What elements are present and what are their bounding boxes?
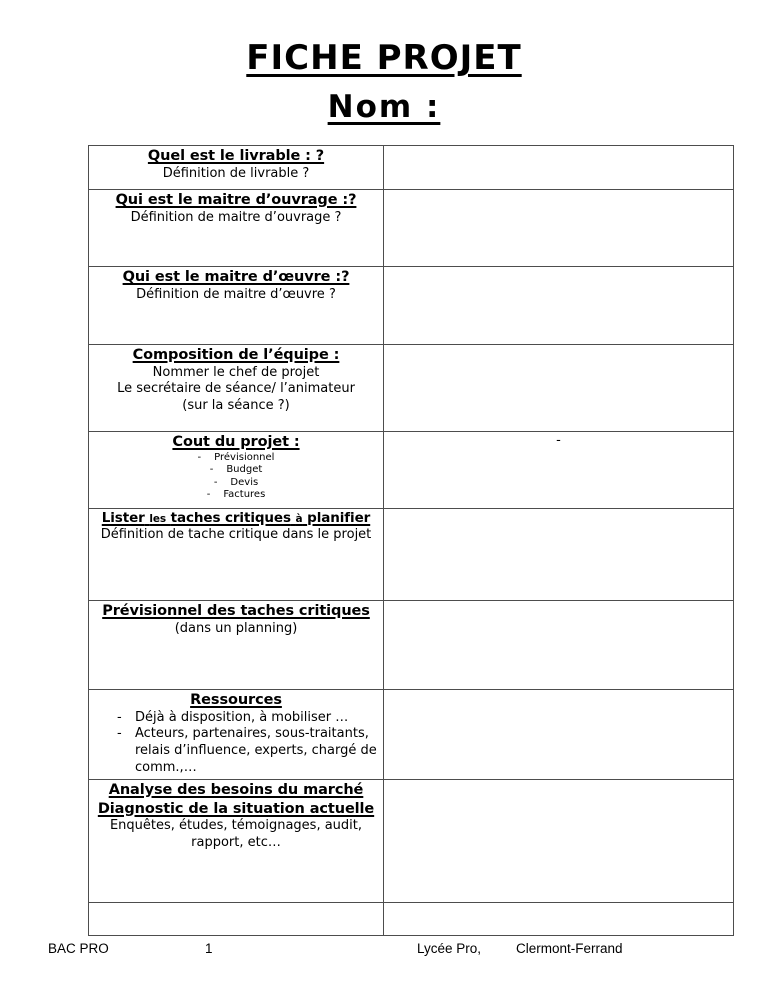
list-item-label: Prévisionnel: [214, 451, 275, 463]
cell-value: -: [556, 433, 561, 448]
row-title: Quel est le livrable : ?: [147, 148, 325, 164]
row-title: Composition de l’équipe :: [132, 347, 340, 363]
row-taches-critiques: [89, 509, 734, 601]
cell-maitre-oeuvre-label: [89, 267, 384, 345]
list-item: [91, 464, 381, 477]
row-analyse-besoins: [89, 780, 734, 903]
project-sheet-table: [88, 145, 734, 936]
cell-livrable-label: [89, 146, 384, 190]
dash-bullet: -: [206, 489, 211, 501]
list-item-label: Acteurs, partenaires, sous-traitants, relais d’influence, experts, chargé de comm.,…: [135, 726, 377, 776]
list-item: [91, 452, 381, 465]
page-subtitle-text: Nom :: [327, 89, 441, 125]
cell-ressources-value[interactable]: [384, 690, 734, 780]
row-maitre-ouvrage: [89, 190, 734, 267]
row-subtitle: Enquêtes, études, témoignages, audit, rapport, etc…: [109, 818, 363, 850]
cell-cout-label: [89, 432, 384, 509]
row-title: Analyse des besoins du marché: [108, 782, 364, 798]
row-line: (sur la séance ?): [182, 398, 290, 414]
title-part: Lister: [101, 510, 145, 526]
list-item-label: Factures: [223, 489, 266, 501]
cell-empty-label[interactable]: [89, 903, 384, 936]
cell-composition-label: [89, 345, 384, 432]
row-title: Qui est le maitre d’œuvre :?: [122, 269, 350, 285]
row-line: Nommer le chef de projet: [152, 364, 320, 380]
row-cout-projet: [89, 432, 734, 509]
cell-analyse-value[interactable]: [384, 780, 734, 903]
footer-left-text: BAC PRO: [48, 941, 109, 956]
dash-bullet: -: [197, 451, 202, 463]
list-item: [91, 710, 381, 727]
list-item: [91, 477, 381, 490]
dash-bullet: -: [117, 726, 122, 742]
row-title: Qui est le maitre d’ouvrage :?: [115, 192, 357, 208]
row-subtitle: Définition de maitre d’ouvrage ?: [130, 209, 342, 225]
cell-empty-value[interactable]: [384, 903, 734, 936]
row-empty: [89, 903, 734, 936]
cell-livrable-value[interactable]: [384, 146, 734, 190]
page-subtitle: [0, 89, 768, 125]
row-title: [91, 510, 381, 527]
row-line: Le secrétaire de séance/ l’animateur: [117, 381, 355, 397]
footer-place-text: Lycée Pro,: [417, 941, 482, 956]
cell-composition-value[interactable]: [384, 345, 734, 432]
page-title-text: FICHE PROJET: [246, 38, 522, 78]
list-item-label: Déjà à disposition, à mobiliser …: [135, 709, 349, 725]
row-maitre-oeuvre: [89, 267, 734, 345]
title-part-small: les: [149, 513, 166, 525]
cell-maitre-ouvrage-label: [89, 190, 384, 267]
row-title: Ressources: [190, 692, 282, 708]
row-title: Prévisionnel des taches critiques: [102, 603, 370, 619]
row-subtitle: Définition de livrable ?: [162, 165, 310, 181]
dash-bullet: -: [213, 476, 218, 488]
cell-cout-value[interactable]: [384, 432, 734, 509]
footer-city-text: Clermont-Ferrand: [516, 941, 623, 956]
cell-taches-value[interactable]: [384, 509, 734, 601]
list-item-label: Budget: [226, 464, 263, 476]
list-item: [91, 726, 381, 777]
cell-previsionnel-value[interactable]: [384, 601, 734, 690]
title-part: planifier: [307, 510, 371, 526]
row-ressources: [89, 690, 734, 780]
row-previsionnel-taches: [89, 601, 734, 690]
list-item-label: Devis: [230, 476, 259, 488]
dash-bullet: -: [117, 709, 122, 725]
row-subtitle: Définition de tache critique dans le projet: [100, 527, 372, 543]
title-part-small: à: [295, 513, 303, 525]
cell-maitre-ouvrage-value[interactable]: [384, 190, 734, 267]
cell-maitre-oeuvre-value[interactable]: [384, 267, 734, 345]
cell-analyse-label: [89, 780, 384, 903]
cell-taches-label: [89, 509, 384, 601]
page-title: [0, 38, 768, 78]
cell-previsionnel-label: [89, 601, 384, 690]
row-subtitle: (dans un planning): [174, 620, 298, 636]
row-subtitle: Définition de maitre d’œuvre ?: [136, 286, 336, 302]
footer-page-number: 1: [205, 941, 213, 956]
list-item: [91, 489, 381, 502]
row-title: Diagnostic de la situation actuelle: [97, 800, 375, 817]
dash-bullet: -: [209, 464, 214, 476]
row-composition-equipe: [89, 345, 734, 432]
cell-ressources-label: [89, 690, 384, 780]
title-part: taches critiques: [170, 510, 291, 526]
row-livrable: [89, 146, 734, 190]
row-title: Cout du projet :: [172, 434, 300, 450]
